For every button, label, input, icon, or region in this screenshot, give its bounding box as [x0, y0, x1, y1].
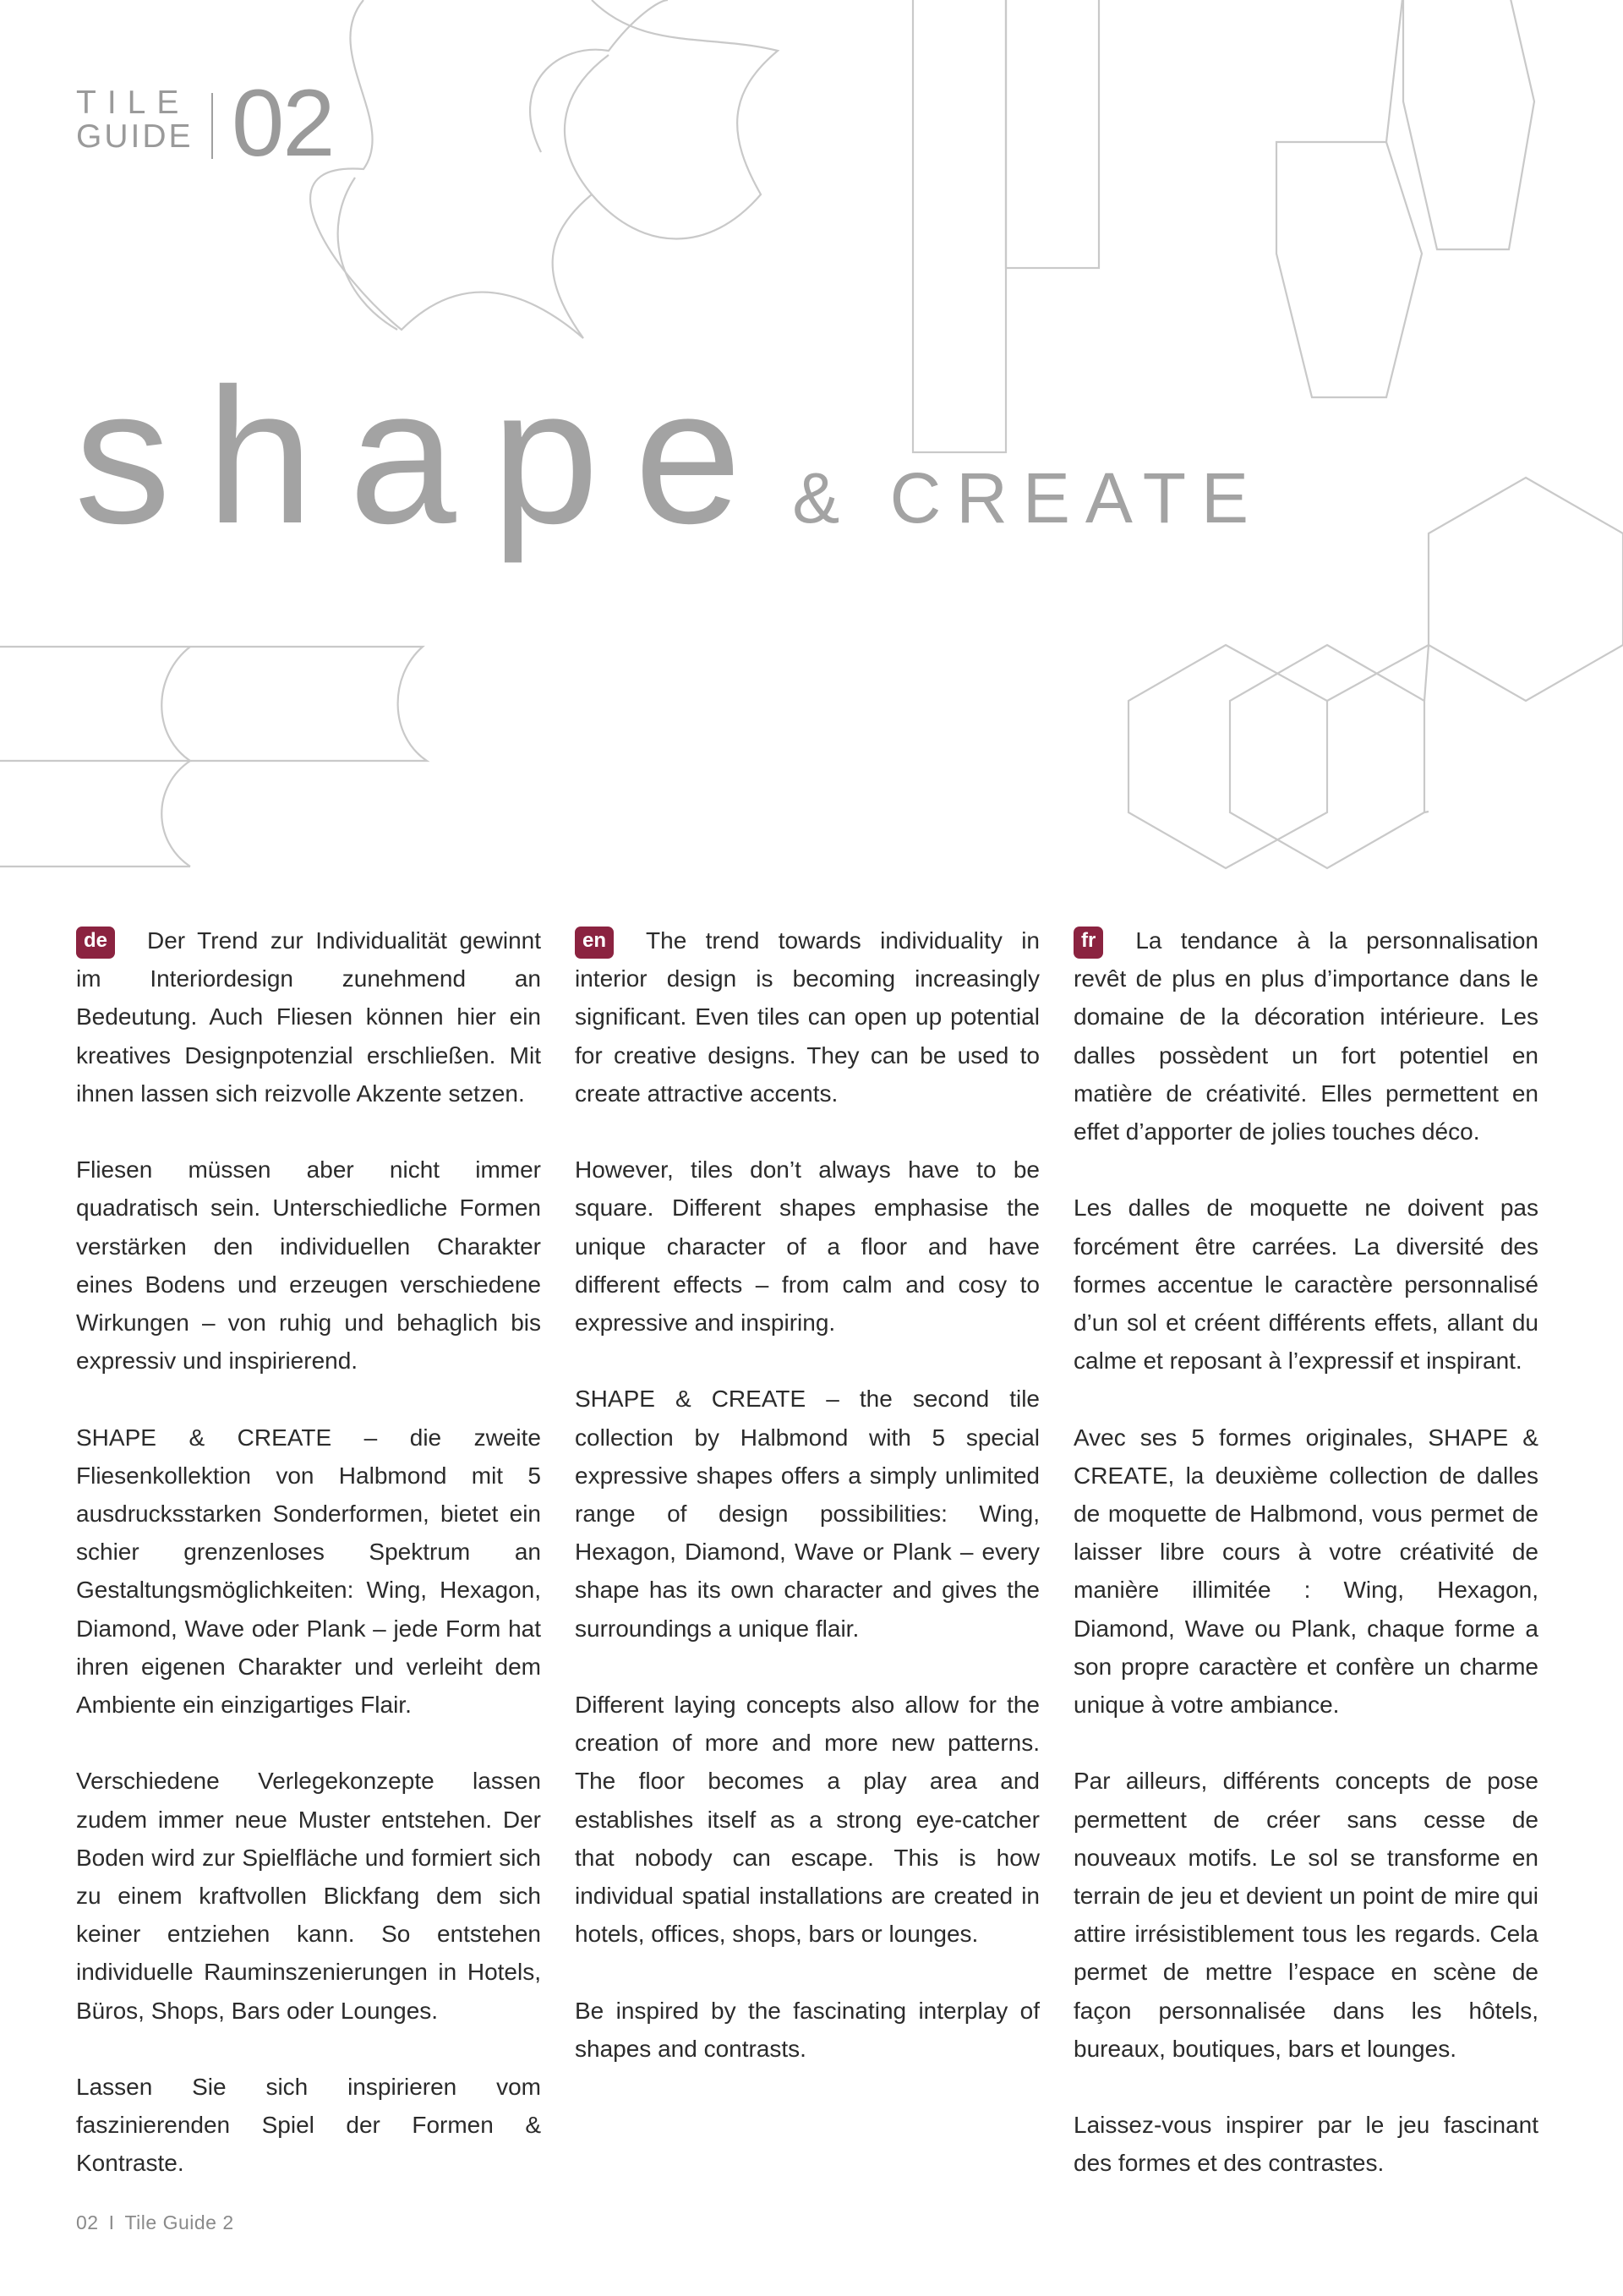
- paragraph: Verschiedene Verlegekonzepte lassen zudem immer neue Muster entstehen. Der Boden wird zur Spielfläche und formiert sich zu einem kraftvollen Blickfang dem sich keiner entziehen kann. So entstehen individuelle Rauminszenierungen in Hotels, Büros, Shops, Bars oder Lounges.: [76, 1768, 541, 2024]
- logo-word-tile: TILE: [76, 85, 190, 121]
- text-column-french: [1074, 921, 1538, 2221]
- language-badge-de: de: [76, 927, 115, 959]
- paragraph-text: La tendance à la personnalisation revêt de plus en plus d’importance dans le domaine de la décoration intérieure. Les dalles possèdent un fort potentiel en matière de créativité. Elles permettent en effet d’apporter de jolies touches déco.: [1074, 927, 1538, 1145]
- text-column-english: [575, 921, 1040, 2106]
- hexagon-tile-outline: [1429, 478, 1623, 701]
- language-badge-en: en: [575, 927, 614, 959]
- paragraph-text: The trend towards individuality in interior design is becoming increasingly significant. Even tiles can open up potential for creative designs. They can be used to create attractive accents.: [575, 927, 1040, 1107]
- footer-publication-title: Tile Guide 2: [124, 2211, 234, 2233]
- headline-main-word: shape: [74, 349, 778, 564]
- wave-tile-outline: [161, 647, 190, 866]
- paragraph: [76, 921, 541, 1112]
- diamond-tile-outline: [1386, 0, 1403, 142]
- diamond-tile-outline: [1403, 0, 1534, 249]
- paragraph: [1074, 921, 1538, 1151]
- headline-subtitle: & CREATE: [792, 458, 1265, 538]
- paragraph: Avec ses 5 formes originales, SHAPE & CREATE, la deuxième collection de dalles de moquette de Halbmond, vous permet de laisser libre cours à votre créativité de manière illimitée : Wing, Hexagon, Diamond, Wave ou Plank, chaque forme a son propre caractère et confère un charme unique à votre ambiance.: [1074, 1424, 1538, 1719]
- page-headline: [74, 349, 1265, 564]
- logo-word-guide: GUIDE: [76, 118, 194, 155]
- footer-page-number: 02: [76, 2211, 99, 2233]
- hexagon-tile-outline: [1128, 645, 1327, 868]
- paragraph: Les dalles de moquette ne doivent pas forcément être carrées. La diversité des formes accentue le caractère personnalisé d’un sol et créent différents effets, allant du calme et reposant à l’expressif et inspirant.: [1074, 1194, 1538, 1375]
- plank-tile-outline: [1006, 0, 1099, 268]
- logo-divider: [211, 93, 213, 159]
- wing-tile-outline: [310, 0, 778, 338]
- paragraph-text: Der Trend zur Individualität gewinnt im Interiordesign zunehmend an Bedeutung. Auch Fliesen können hier ein kreatives Designpotenzial erschließen. Mit ihnen lassen sich reizvolle Akzente setzen.: [76, 927, 541, 1107]
- paragraph: SHAPE & CREATE – the second tile collection by Halbmond with 5 special expressive shapes offers a simply unlimited range of design possibilities: Wing, Hexagon, Diamond, Wave or Plank – every shape has its own character and gives the surroundings a unique flair.: [575, 1386, 1040, 1642]
- wing-tile-outline: [338, 178, 397, 330]
- paragraph: Different laying concepts also allow for the creation of more and more new patterns. The floor becomes a play area and establishes itself as a strong eye-catcher that nobody can escape. This is how individual spatial installations are created in hotels, offices, shops, bars or lounges.: [575, 1692, 1040, 1948]
- hexagon-tile-outline: [1424, 645, 1429, 701]
- paragraph: [575, 921, 1040, 1112]
- paragraph: Par ailleurs, différents concepts de pose permettent de créer sans cesse de nouveaux motifs. Le sol se transforme en terrain de jeu et devient un point de mire qui attire irrésistiblement tous les regards. Cela permet de mettre l’espace en scène de façon personnalisée dans les hôtels, bureaux, boutiques, bars et lounges.: [1074, 1768, 1538, 2062]
- paragraph: SHAPE & CREATE – die zweite Fliesenkollektion von Halbmond mit 5 ausdrucksstarken Sonderformen, bietet ein schier grenzenloses Spektrum an Gestaltungsmöglichkeiten: Wing, Hexagon, Diamond, Wave oder Plank – jede Form hat ihren eigenen Charakter und verleiht dem Ambiente ein einzigartiges Flair.: [76, 1424, 541, 1719]
- paragraph: However, tiles don’t always have to be square. Different shapes emphasise the unique character of a floor and have different effects – from calm and cosy to expressive and inspiring.: [575, 1156, 1040, 1337]
- paragraph: Be inspired by the fascinating interplay of shapes and contrasts.: [575, 1997, 1040, 2062]
- footer-separator: I: [108, 2211, 115, 2233]
- paragraph: Lassen Sie sich inspirieren vom faszinierenden Spiel der Formen & Kontraste.: [76, 2074, 541, 2177]
- logo-issue-number: 02: [232, 70, 334, 176]
- paragraph: Laissez-vous inspirer par le jeu fascinant des formes et des contrastes.: [1074, 2112, 1538, 2177]
- paragraph: Fliesen müssen aber nicht immer quadratisch sein. Unterschiedliche Formen verstärken den individuellen Charakter eines Bodens und erzeugen verschiedene Wirkungen – von ruhig und behaglich bis expressiv und inspirierend.: [76, 1156, 541, 1375]
- text-column-german: [76, 921, 541, 2221]
- page-footer: [76, 2211, 234, 2234]
- language-badge-fr: fr: [1074, 927, 1103, 959]
- wing-tile-outline: [530, 0, 668, 152]
- wing-tile-outline: [565, 55, 609, 194]
- wave-tile-outline: [0, 647, 427, 761]
- diamond-tile-outline: [1276, 142, 1422, 397]
